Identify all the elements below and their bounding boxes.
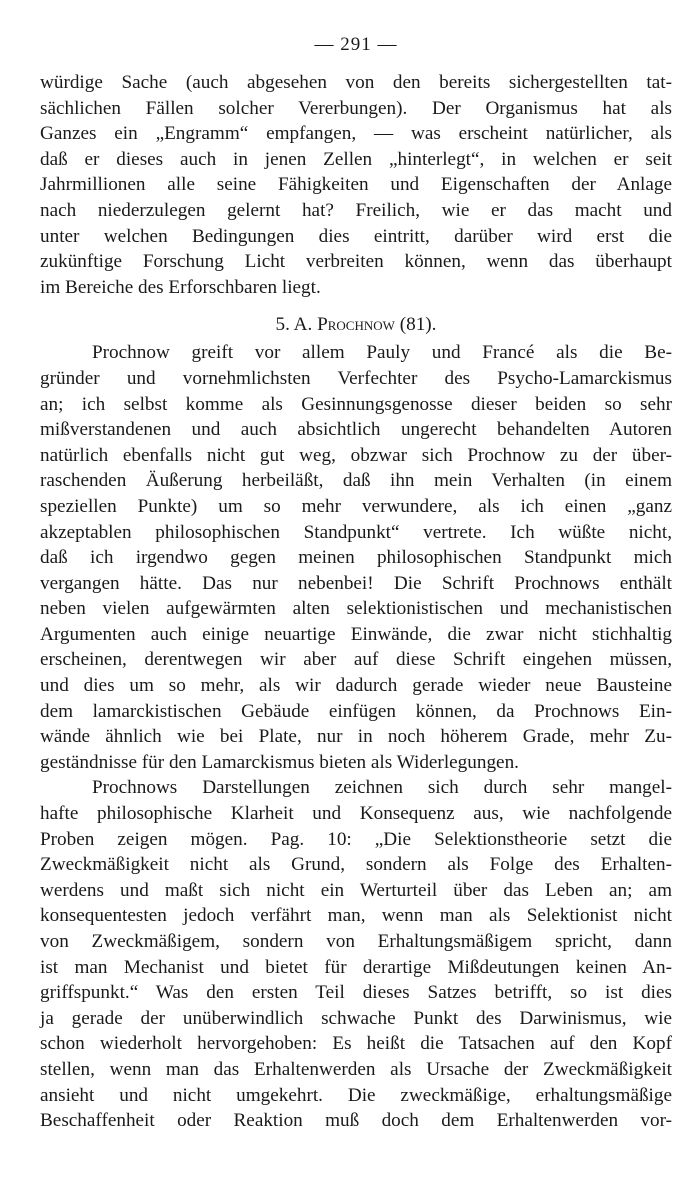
text-line: Argumenten auch einige neuartige Einwände, die zwar nicht stichhaltig — [40, 623, 672, 645]
text-line: würdige Sache (auch abgesehen von den bereits sichergestellten tat- — [40, 72, 672, 93]
text-line: hafte philosophische Klarheit und Konsequenz aus, wie nachfolgende — [40, 803, 672, 825]
text-line: Jahrmillionen alle seine Fähigkeiten und Eigenschaften der Anlage — [40, 174, 672, 196]
text-line: daß er dieses auch in jenen Zellen „hinterlegt“, in welchen er seit — [40, 148, 672, 170]
page-number: — 291 — — [314, 34, 398, 55]
text-line: Proben zeigen mögen. Pag. 10: „Die Selektionstheorie setzt die — [40, 828, 672, 850]
paragraph-3 — [40, 775, 672, 1133]
text-line: schon wiederholt hervorgehoben: Es heißt die Tatsachen auf den Kopf — [40, 1033, 672, 1055]
text-line: neben vielen aufgewärmten alten selektionistischen und mechanistischen — [40, 598, 672, 620]
paragraph-2 — [40, 340, 672, 775]
text-line: ja gerade der unüberwindlich schwache Punkt des Darwinismus, wie — [40, 1007, 672, 1029]
text-line: mißverstandenen und auch absichtlich ungerecht behandelten Autoren — [40, 419, 672, 441]
text-line: Zweckmäßigkeit nicht als Grund, sondern als Folge des Erhalten- — [40, 854, 672, 876]
text-line: Beschaffenheit oder Reaktion muß doch dem Erhaltenwerden vor- — [40, 1110, 672, 1132]
text-line: daß ich irgendwo gegen meinen philosophischen Standpunkt mich — [40, 547, 672, 569]
text-line: an; ich selbst komme als Gesinnungsgenosse dieser beiden so sehr — [40, 393, 672, 415]
text-line: stellen, wenn man das Erhaltenwerden als Ursache der Zweckmäßigkeit — [40, 1058, 672, 1080]
paragraph-1 — [40, 70, 672, 300]
section-heading: 5. A. Prochnow (81). — [275, 314, 437, 336]
text-line: konsequentesten jedoch verfährt man, wenn man als Selektionist nicht — [40, 905, 672, 927]
text-line: Prochnow greift vor allem Pauly und Francé als die Be- — [92, 342, 672, 364]
text-line: wände ähnlich wie bei Plate, nur in noch höherem Grade, mehr Zu- — [40, 726, 672, 748]
text-line: Ganzes ein „Engramm“ empfangen, — was erscheint natürlicher, als — [40, 123, 672, 145]
text-line: ist man Mechanist und bietet für derartige Mißdeutungen keinen An- — [40, 956, 672, 978]
text-line: im Bereiche des Erforschbaren liegt. — [40, 276, 321, 298]
text-line: von Zweckmäßigem, sondern von Erhaltungsmäßigem spricht, dann — [40, 931, 672, 952]
text-line: Prochnows Darstellungen zeichnen sich durch sehr mangel- — [92, 777, 672, 799]
text-line: natürlich ebenfalls nicht gut weg, obzwar sich Prochnow zu der über- — [40, 444, 672, 466]
text-line: nach niederzulegen gelernt hat? Freilich, wie er das macht und — [40, 199, 672, 221]
text-line: raschenden Äußerung herbeiläßt, daß ihn mein Verhalten (in einem — [40, 470, 672, 492]
text-line: geständnisse für den Lamarckismus bieten als Widerlegungen. — [40, 751, 519, 773]
text-line: speziellen Punkte) um so mehr verwundere, als ich einen „ganz — [40, 495, 672, 517]
text-line: griffspunkt.“ Was den ersten Teil dieses Satzes betrifft, so ist dies — [40, 982, 672, 1004]
text-line: erscheinen, derentwegen wir aber auf diese Schrift eingehen müssen, — [40, 649, 672, 671]
text-line: sächlichen Fällen solcher Vererbungen). Der Organismus hat als — [40, 97, 672, 119]
text-line: unter welchen Bedingungen dies eintritt, darüber wird erst die — [40, 225, 672, 247]
text-line: und dies um so mehr, als wir dadurch gerade wieder neue Bausteine — [40, 675, 672, 697]
text-line: dem lamarckistischen Gebäude einfügen können, da Prochnows Ein- — [40, 700, 672, 722]
text-line: gründer und vornehmlichsten Verfechter des Psycho-Lamarckismus — [40, 367, 672, 389]
text-line: vergangen hätte. Das nur nebenbei! Die Schrift Prochnows enthält — [40, 572, 672, 594]
text-line: zukünftige Forschung Licht verbreiten können, wenn das überhaupt — [40, 251, 672, 273]
text-line: ansieht und nicht umgekehrt. Die zweckmäßige, erhaltungsmäßige — [40, 1084, 672, 1106]
text-line: akzeptablen philosophischen Standpunkt“ vertrete. Ich wüßte nicht, — [40, 521, 672, 543]
text-line: werdens und maßt sich nicht ein Werturteil über das Leben an; am — [40, 879, 672, 901]
